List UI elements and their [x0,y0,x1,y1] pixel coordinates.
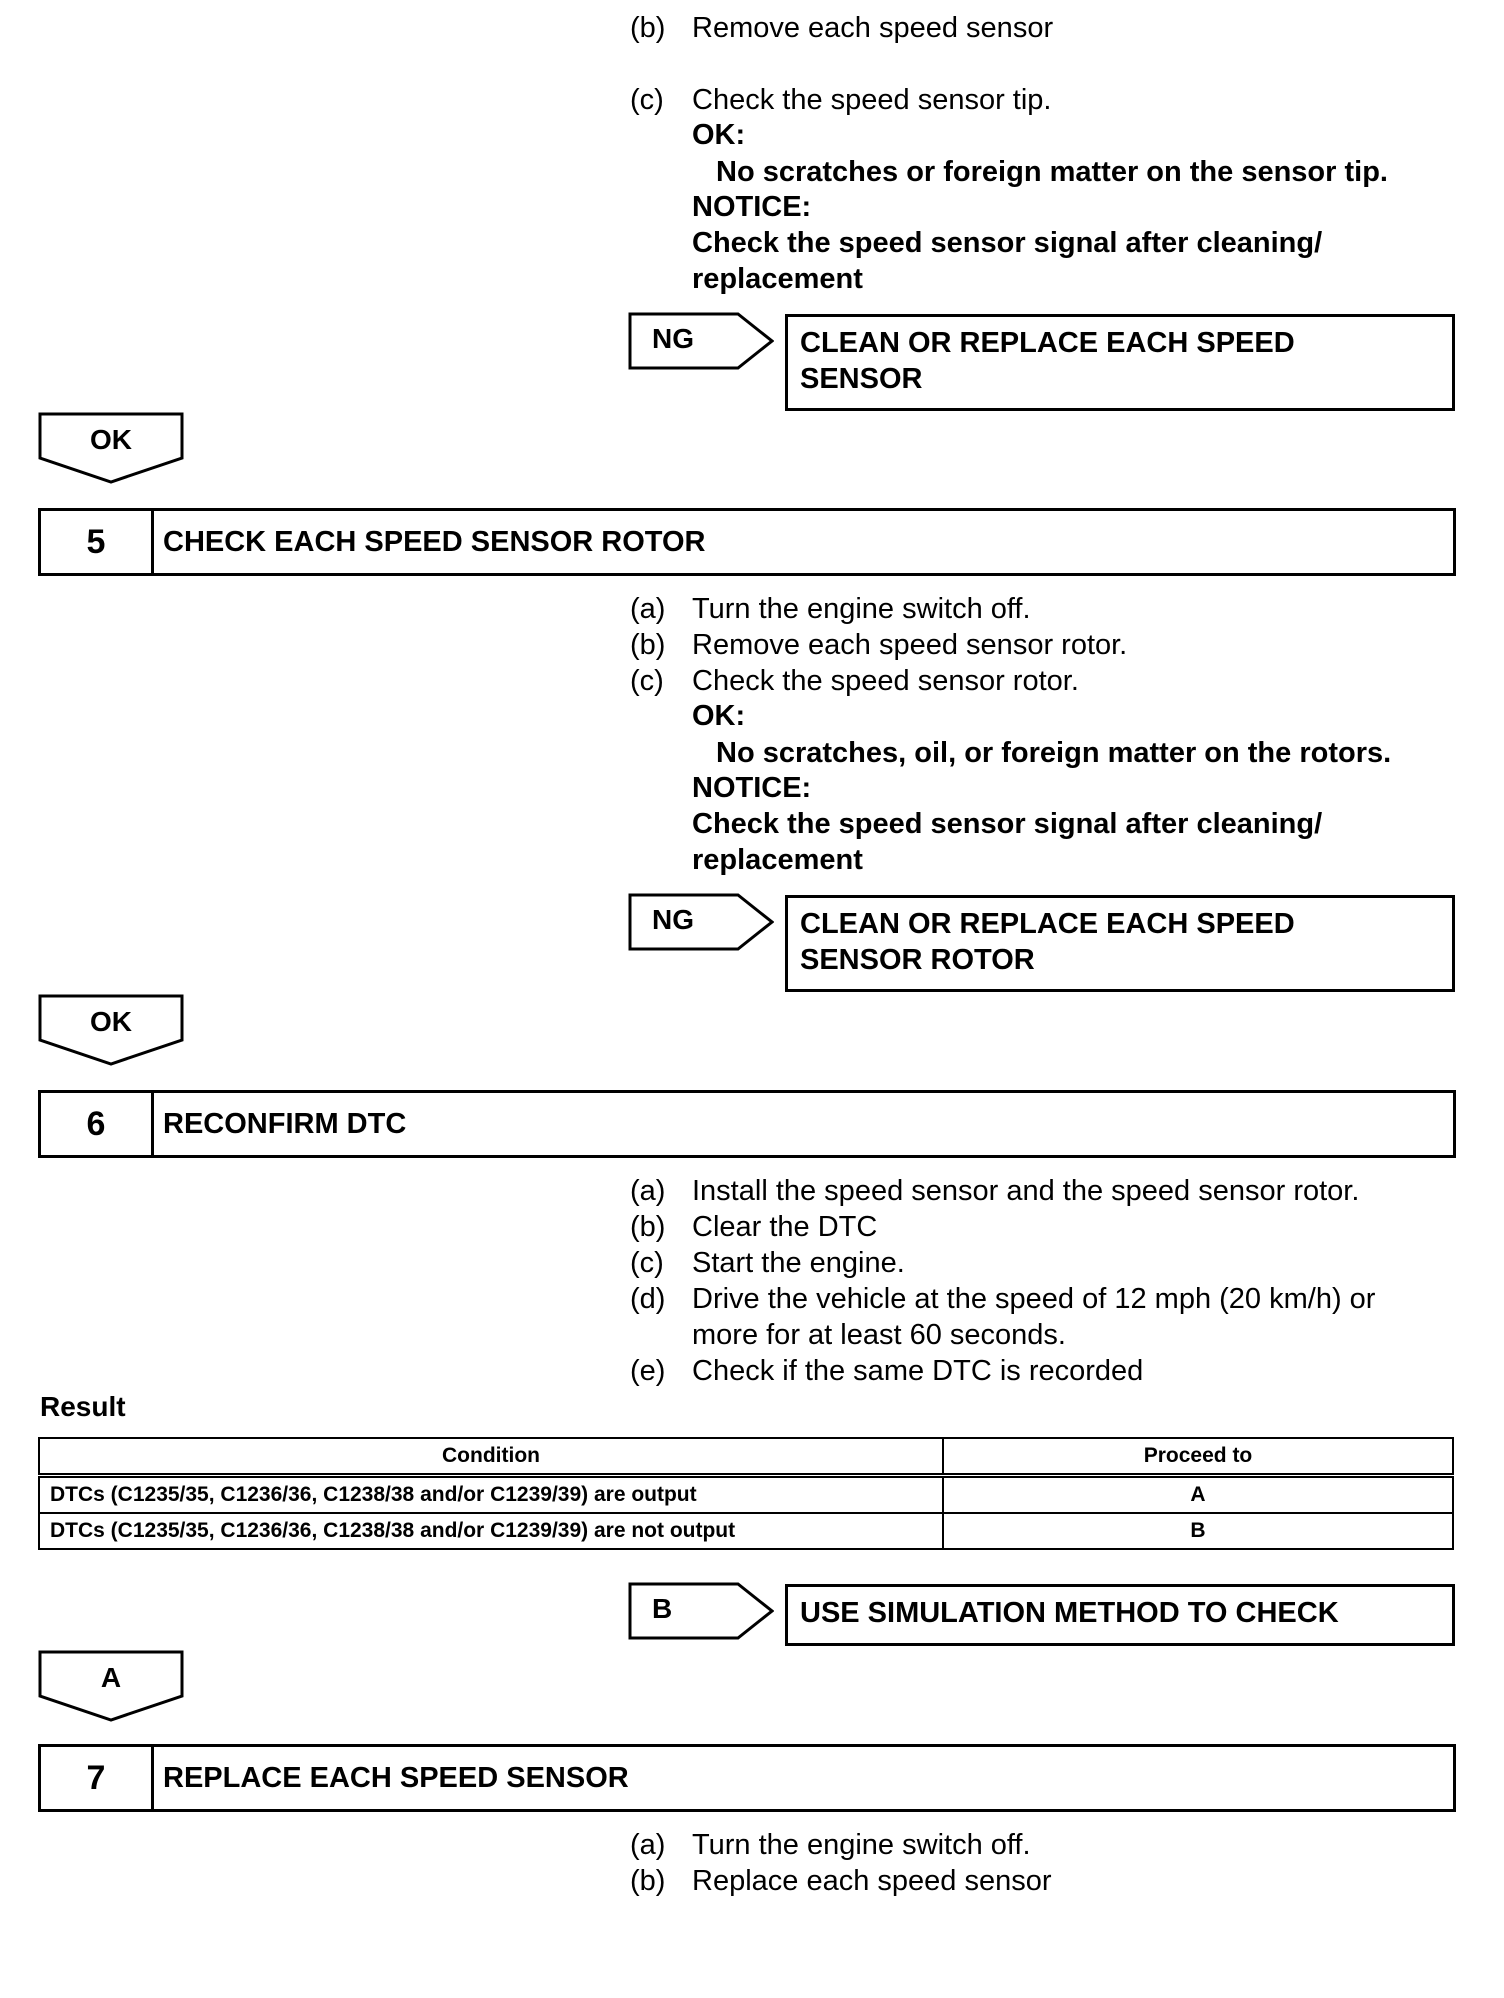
ng-label: NG [652,323,694,354]
step-number: 7 [41,1747,154,1809]
step-text: Check if the same DTC is recorded [692,1355,1144,1387]
ok-label: OK: [692,700,746,732]
step-title: RECONFIRM DTC [163,1108,407,1140]
step-header-7 [38,1744,1456,1812]
condition-cell: DTCs (C1235/35, C1236/36, C1238/38 and/or C1239/39) are not output [39,1513,943,1549]
step-title: CHECK EACH SPEED SENSOR ROTOR [163,526,706,558]
condition-cell: DTCs (C1235/35, C1236/36, C1238/38 and/or C1239/39) are output [39,1476,943,1514]
step-text: Remove each speed sensor rotor. [692,629,1128,661]
ok-branch-arrow [38,994,184,1066]
notice-text: Check the speed sensor signal after cleaning/ [692,227,1323,259]
table-row [39,1476,1453,1514]
step-label: (a) [630,593,666,625]
notice-label: NOTICE: [692,191,812,223]
table-row [39,1513,1453,1549]
step-number: 5 [41,511,154,573]
notice-label: NOTICE: [692,772,812,804]
notice-text: replacement [692,844,863,876]
ok-label: OK: [692,119,746,151]
ng-result-box [785,314,1455,411]
step-label: (c) [630,665,664,697]
step-label: (d) [630,1283,666,1315]
ok-arrow-label: OK [90,1006,132,1037]
step-text: more for at least 60 seconds. [692,1319,1066,1351]
ok-branch-arrow [38,412,184,484]
step-label: (b) [630,629,666,661]
step-label: (e) [630,1355,666,1387]
step-header-6 [38,1090,1456,1158]
ng-result-text: SENSOR ROTOR [800,944,1035,976]
step-text: Turn the engine switch off. [692,1829,1031,1861]
ng-result-text: CLEAN OR REPLACE EACH SPEED [800,327,1295,359]
right-arrow-icon [628,312,774,370]
b-branch-tag [628,1582,774,1640]
right-arrow-icon [628,1582,774,1640]
step-text: Turn the engine switch off. [692,593,1031,625]
step-label: (a) [630,1175,666,1207]
step-label: (b) [630,1865,666,1897]
step-text: Clear the DTC [692,1211,878,1243]
step-header-5 [38,508,1456,576]
result-label: Result [40,1391,126,1422]
ng-branch-tag [628,312,774,370]
ok-criteria: No scratches, oil, or foreign matter on the rotors. [716,737,1392,769]
ng-result-box [785,895,1455,992]
b-result-text: USE SIMULATION METHOD TO CHECK [800,1597,1339,1629]
step-label: (c) [630,84,664,116]
ng-result-text: SENSOR [800,363,923,395]
right-arrow-icon [628,893,774,951]
a-branch-arrow [38,1650,184,1722]
ng-result-text: CLEAN OR REPLACE EACH SPEED [800,908,1295,940]
table-header-row [39,1438,1453,1476]
step-text: Drive the vehicle at the speed of 12 mph (20 km/h) or [692,1283,1376,1315]
step-text: Replace each speed sensor [692,1865,1052,1897]
proceed-cell: B [943,1513,1453,1549]
result-table [38,1437,1454,1550]
b-result-box [785,1584,1455,1646]
step-label: (b) [630,12,666,44]
ng-label: NG [652,904,694,935]
b-label: B [652,1593,673,1624]
step-text: Install the speed sensor and the speed sensor rotor. [692,1175,1360,1207]
step-text: Check the speed sensor tip. [692,84,1052,116]
step-label: (c) [630,1247,664,1279]
a-arrow-label: A [100,1662,122,1693]
notice-text: replacement [692,263,863,295]
step-text: Check the speed sensor rotor. [692,665,1079,697]
column-header: Proceed to [943,1438,1453,1476]
notice-text: Check the speed sensor signal after cleaning/ [692,808,1323,840]
step-text: Remove each speed sensor [692,12,1054,44]
step-text: Start the engine. [692,1247,905,1279]
step-number: 6 [41,1093,154,1155]
step-label: (a) [630,1829,666,1861]
step-title: REPLACE EACH SPEED SENSOR [163,1762,629,1794]
ok-criteria: No scratches or foreign matter on the sensor tip. [716,156,1388,188]
column-header: Condition [39,1438,943,1476]
proceed-cell: A [943,1476,1453,1514]
ng-branch-tag [628,893,774,951]
ok-arrow-label: OK [90,424,132,455]
step-label: (b) [630,1211,666,1243]
